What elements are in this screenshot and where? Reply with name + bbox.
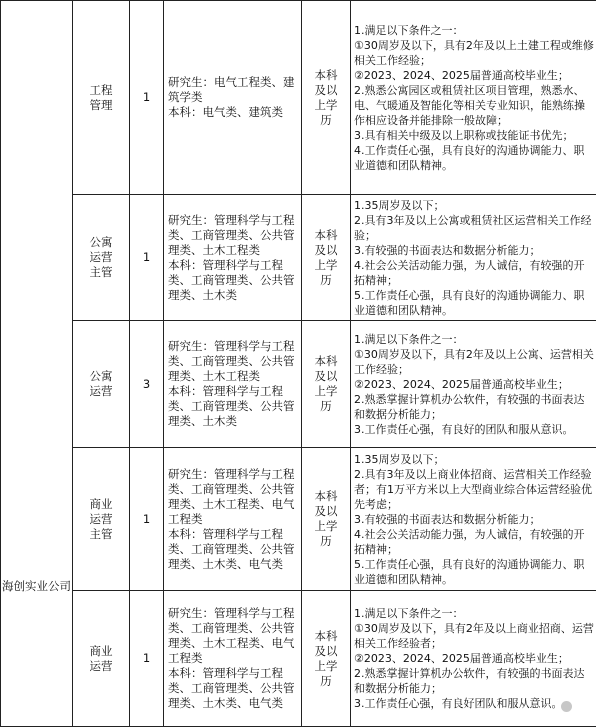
education-requirement-cell (302, 195, 351, 321)
major-line: 本科：管理科学与工程类、工商管理类、公共管理类、土木类 (168, 258, 298, 303)
requirement-line: 3.工作责任心强，有良好团队和服从意识。 (354, 696, 594, 711)
major-line: 本科：管理科学与工程类、工商管理类、公共管理类、土木类、电气类 (168, 527, 298, 572)
major-line: 本科：管理科学与工程类、工商管理类、公共管理类、土木类、电气类 (168, 666, 298, 711)
other-requirements-cell (351, 321, 596, 448)
requirement-line: 5.工作责任心强，具有良好的沟通协调能力、职业道德和团队精神。 (354, 288, 594, 318)
major-line: 研究生：管理科学与工程类、工商管理类、公共管理类、土木工程类 (168, 339, 298, 384)
requirement-line: 1.满足以下条件之一： (354, 606, 594, 621)
position-title-cell (73, 591, 130, 727)
requirement-line: ②2023、2024、2025届普通高校毕业生； (354, 377, 594, 392)
position-count: 1 (143, 512, 150, 526)
position-title: 商业运营 (90, 644, 113, 673)
position-title-cell (73, 195, 130, 321)
requirement-line: 4.社会公关活动能力强，为人诚信，有较强的开拓精神； (354, 258, 594, 288)
position-count-cell (130, 195, 164, 321)
position-row (1, 591, 596, 727)
requirement-line: 3.有较强的书面表达和数据分析能力； (354, 512, 594, 527)
company-cell (1, 1, 73, 727)
position-title: 公寓运营 (90, 369, 113, 398)
position-count-cell (130, 591, 164, 727)
requirement-line: 4.工作责任心强，具有良好的沟通协调能力、职业道德和团队精神。 (354, 143, 594, 173)
education-requirement-cell (302, 1, 351, 195)
requirement-line: ①30周岁及以下，具有2年及以上商业招商、运营相关工作经验者； (354, 621, 594, 651)
other-requirements-cell (351, 195, 596, 321)
position-count-cell (130, 321, 164, 448)
major-line: 本科：管理科学与工程类、工商管理类、公共管理类、土木类 (168, 384, 298, 429)
company-name: 海创实业公司 (2, 579, 71, 593)
position-count-cell (130, 448, 164, 591)
requirement-line: 1.35周岁及以下； (354, 198, 594, 213)
education-requirement: 本科及以上学历 (315, 629, 338, 688)
requirement-line: ①30周岁及以下，具有2年及以上土建工程或维修相关工作经验； (354, 38, 594, 68)
major-requirement-cell (164, 591, 302, 727)
requirement-line: 5.工作责任心强，具有良好的沟通协调能力、职业道德和团队精神。 (354, 557, 594, 587)
education-requirement-cell (302, 321, 351, 448)
requirement-line: 2.熟悉掌握计算机办公软件，有较强的书面表达和数据分析能力； (354, 666, 594, 696)
major-line: 研究生：管理科学与工程类、工商管理类、公共管理类、土木工程类 (168, 213, 298, 258)
position-count: 1 (143, 250, 150, 264)
requirement-line: 1.满足以下条件之一： (354, 332, 594, 347)
requirement-line: 2.熟悉掌握计算机办公软件，有较强的书面表达和数据分析能力； (354, 392, 594, 422)
education-requirement-cell (302, 591, 351, 727)
major-line: 研究生：管理科学与工程类、工商管理类、公共管理类、土木工程类、电气工程类 (168, 606, 298, 666)
education-requirement: 本科及以上学历 (315, 489, 338, 548)
requirement-line: 1.满足以下条件之一： (354, 23, 594, 38)
position-count: 1 (143, 651, 150, 665)
major-requirement-cell (164, 1, 302, 195)
major-line: 本科：电气类、建筑类 (168, 105, 298, 120)
other-requirements-cell (351, 591, 596, 727)
position-title-cell (73, 448, 130, 591)
major-requirement-cell (164, 195, 302, 321)
position-count-cell (130, 1, 164, 195)
position-row (1, 195, 596, 321)
education-requirement: 本科及以上学历 (315, 354, 338, 413)
requirement-line: 2.具有3年及以上商业体招商、运营相关工作经验者；有1万平方米以上大型商业综合体运营经验优先考虑； (354, 467, 594, 512)
position-count: 1 (143, 90, 150, 104)
position-title: 商业运营主管 (90, 497, 113, 541)
requirement-line: 3.具有相关中级及以上职称或技能证书优先； (354, 128, 594, 143)
requirement-line: 2.熟悉公寓园区或租赁社区项目管理，熟悉水、电、气暖通及智能化等相关专业知识，能熟练操作相应设备并能排除一般故障； (354, 83, 594, 128)
position-row (1, 321, 596, 448)
position-title: 工程管理 (90, 83, 113, 112)
other-requirements-cell (351, 448, 596, 591)
requirement-line: ②2023、2024、2025届普通高校毕业生； (354, 651, 594, 666)
requirement-line: ①30周岁及以下，具有2年及以上公寓、运营相关工作经验； (354, 347, 594, 377)
requirement-line: 4.社会公关活动能力强，为人诚信，有较强的开拓精神； (354, 527, 594, 557)
position-row (1, 448, 596, 591)
major-line: 研究生：电气工程类、建筑学类 (168, 75, 298, 105)
major-requirement-cell (164, 448, 302, 591)
requirement-line: 3.工作责任心强，有良好的团队和服从意识。 (354, 422, 594, 437)
position-title: 公寓运营主管 (90, 235, 113, 279)
requirement-line: ②2023、2024、2025届普通高校毕业生； (354, 68, 594, 83)
requirement-line: 3.有较强的书面表达和数据分析能力； (354, 243, 594, 258)
education-requirement: 本科及以上学历 (315, 228, 338, 287)
education-requirement-cell (302, 448, 351, 591)
position-title-cell (73, 1, 130, 195)
other-requirements-cell (351, 1, 596, 195)
major-line: 研究生：管理科学与工程类、工商管理类、公共管理类、土木工程类、电气工程类 (168, 467, 298, 527)
position-count: 3 (143, 377, 150, 391)
requirement-line: 2.具有3年及以上公寓或租赁社区运营相关工作经验； (354, 213, 594, 243)
education-requirement: 本科及以上学历 (315, 68, 338, 127)
major-requirement-cell (164, 321, 302, 448)
position-row (1, 1, 596, 195)
requirement-line: 1.35周岁及以下； (354, 452, 594, 467)
position-title-cell (73, 321, 130, 448)
